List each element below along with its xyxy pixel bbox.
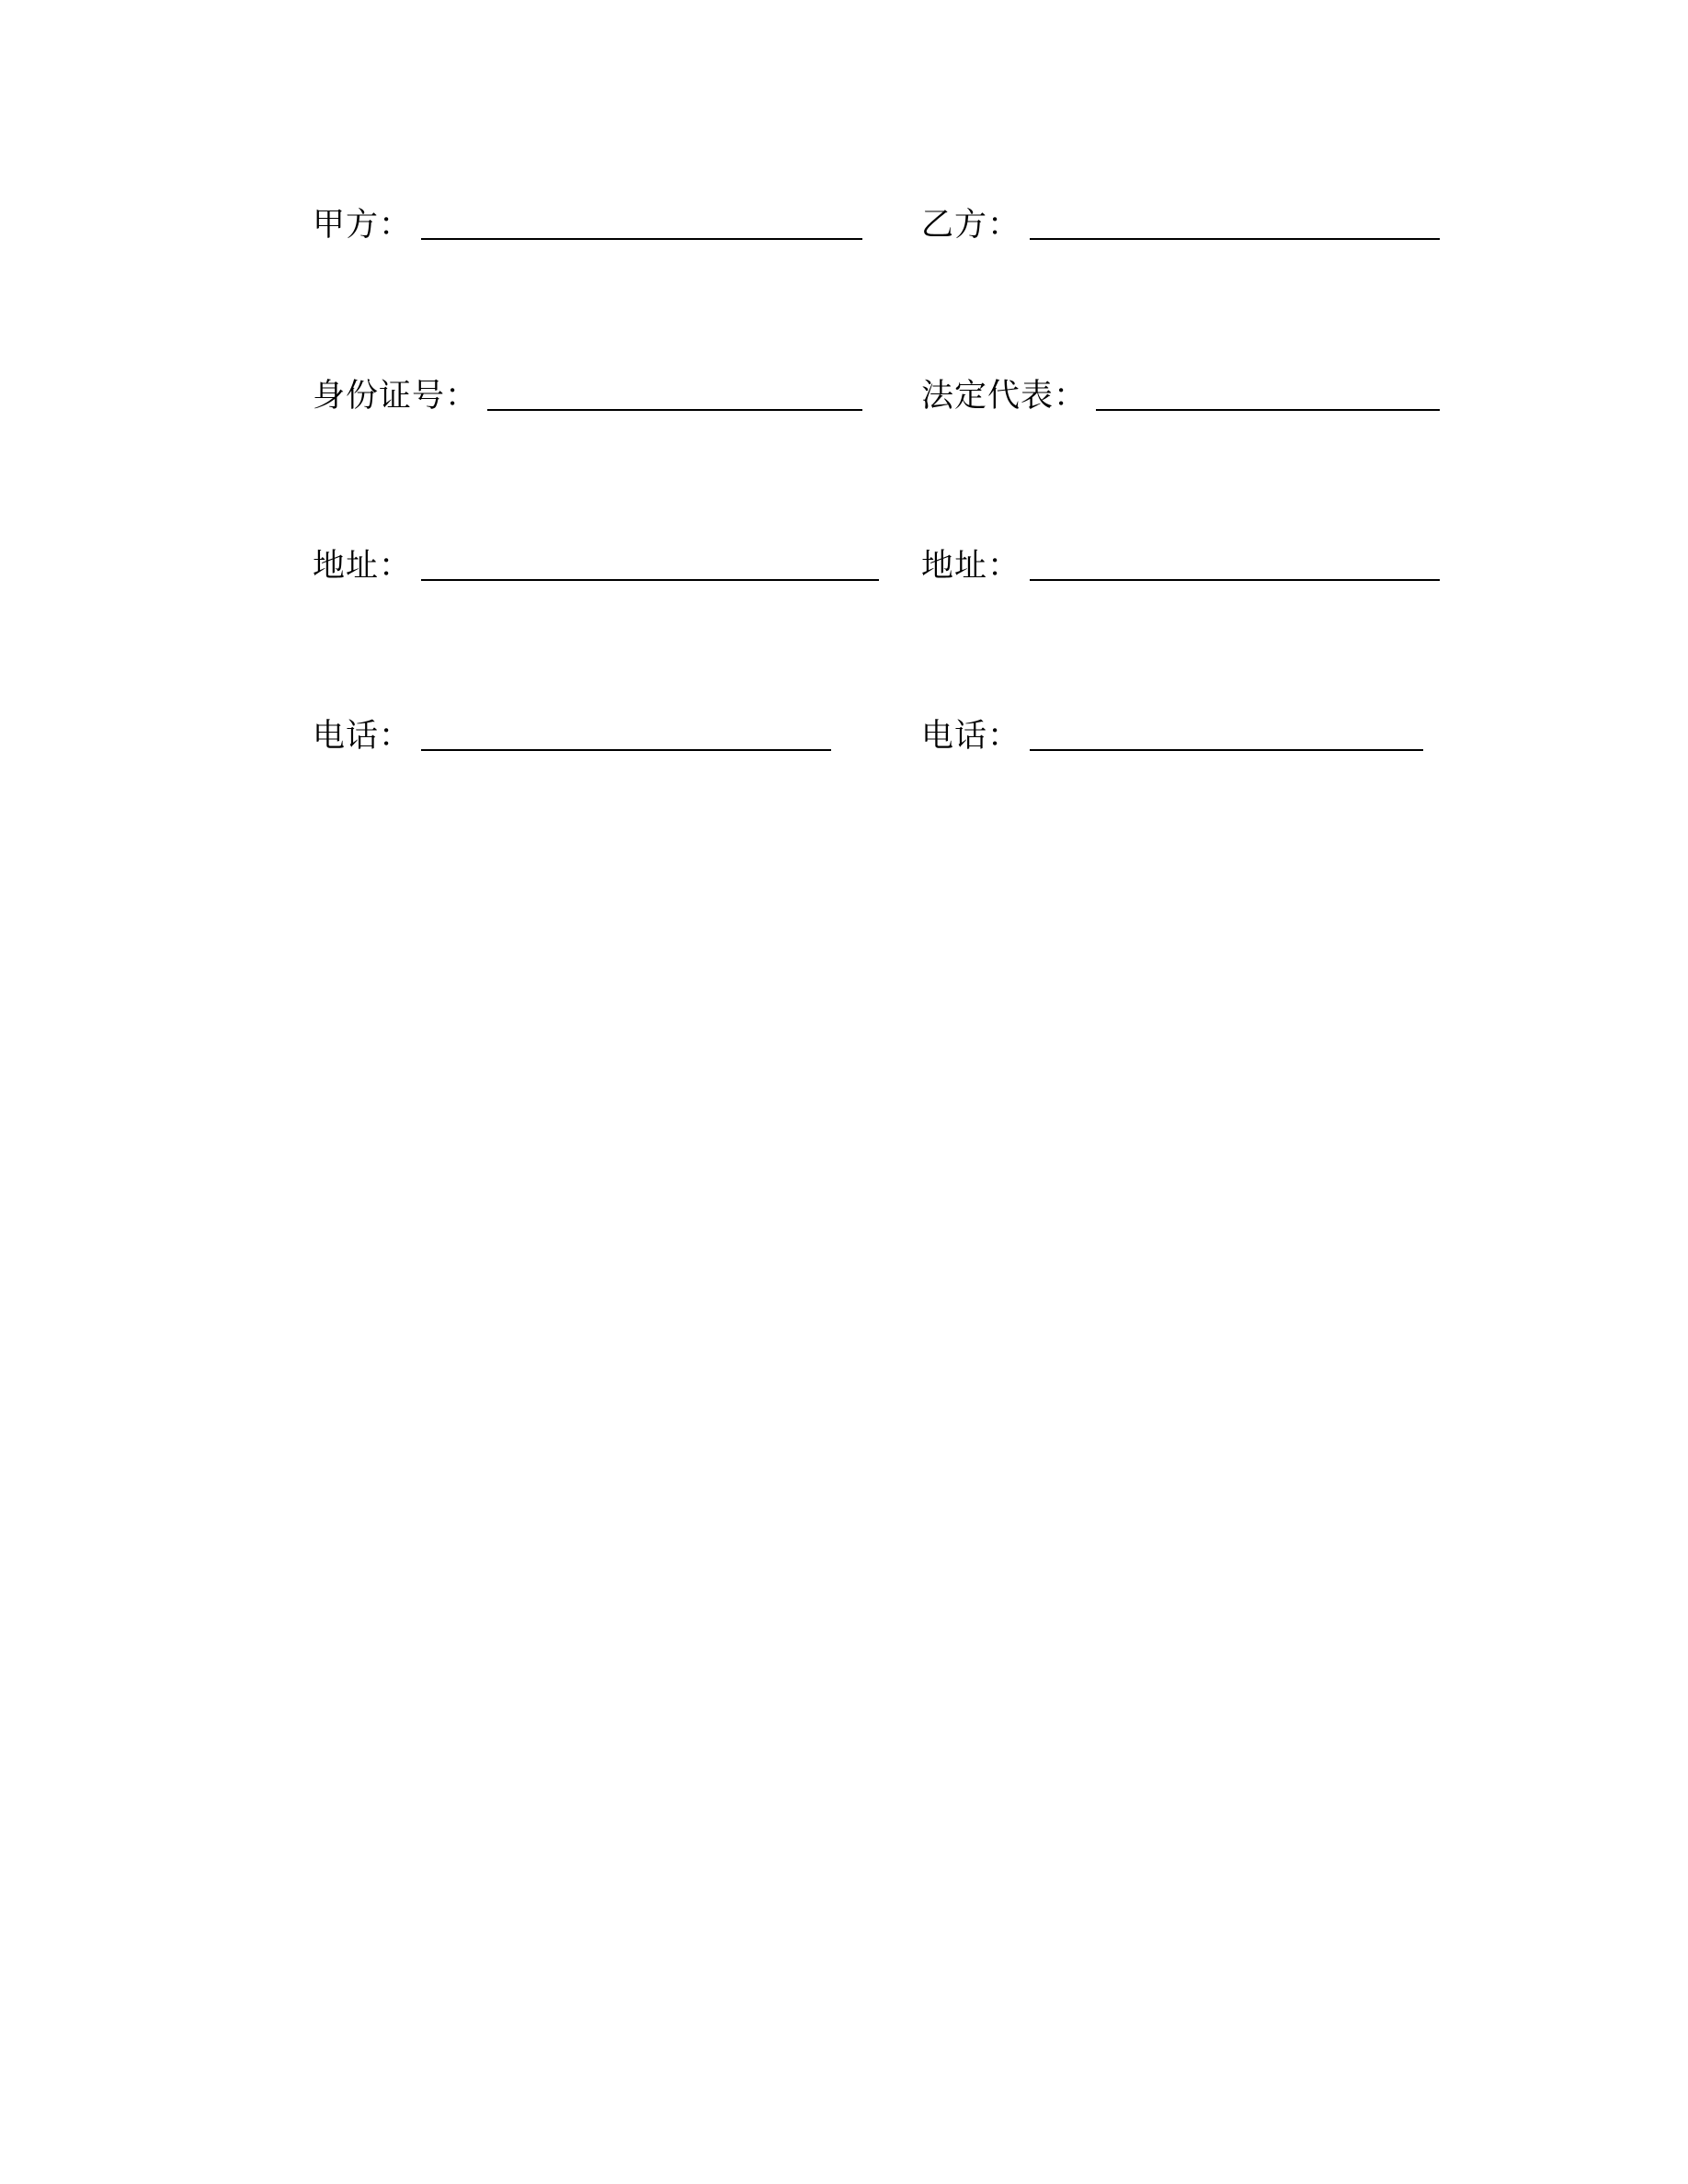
party-b-address-label: 地址： xyxy=(921,548,1021,585)
party-b-phone-field xyxy=(921,701,1423,756)
party-b-legal-rep-label: 法定代表： xyxy=(921,378,1088,415)
party-b-label: 乙方： xyxy=(921,207,1021,244)
party-a-field xyxy=(313,190,862,245)
party-a-id-number-blank-line[interactable] xyxy=(487,408,862,411)
party-a-address-field xyxy=(313,531,879,586)
party-a-id-number-field xyxy=(313,361,862,416)
party-b-legal-rep-blank-line[interactable] xyxy=(1096,408,1440,411)
party-b-legal-rep-field xyxy=(921,361,1440,416)
party-a-phone-field xyxy=(313,701,831,756)
party-b-field xyxy=(921,190,1440,245)
party-b-phone-label: 电话： xyxy=(921,718,1021,755)
party-b-address-field xyxy=(921,531,1440,586)
party-a-phone-blank-line[interactable] xyxy=(421,748,831,751)
party-b-blank-line[interactable] xyxy=(1030,237,1440,240)
party-a-address-label: 地址： xyxy=(313,548,413,585)
party-b-phone-blank-line[interactable] xyxy=(1030,748,1423,751)
party-a-blank-line[interactable] xyxy=(421,237,862,240)
party-b-address-blank-line[interactable] xyxy=(1030,578,1440,581)
party-a-id-number-label: 身份证号： xyxy=(313,378,479,415)
party-a-phone-label: 电话： xyxy=(313,718,413,755)
party-a-label: 甲方： xyxy=(313,207,413,244)
party-a-address-blank-line[interactable] xyxy=(421,578,879,581)
